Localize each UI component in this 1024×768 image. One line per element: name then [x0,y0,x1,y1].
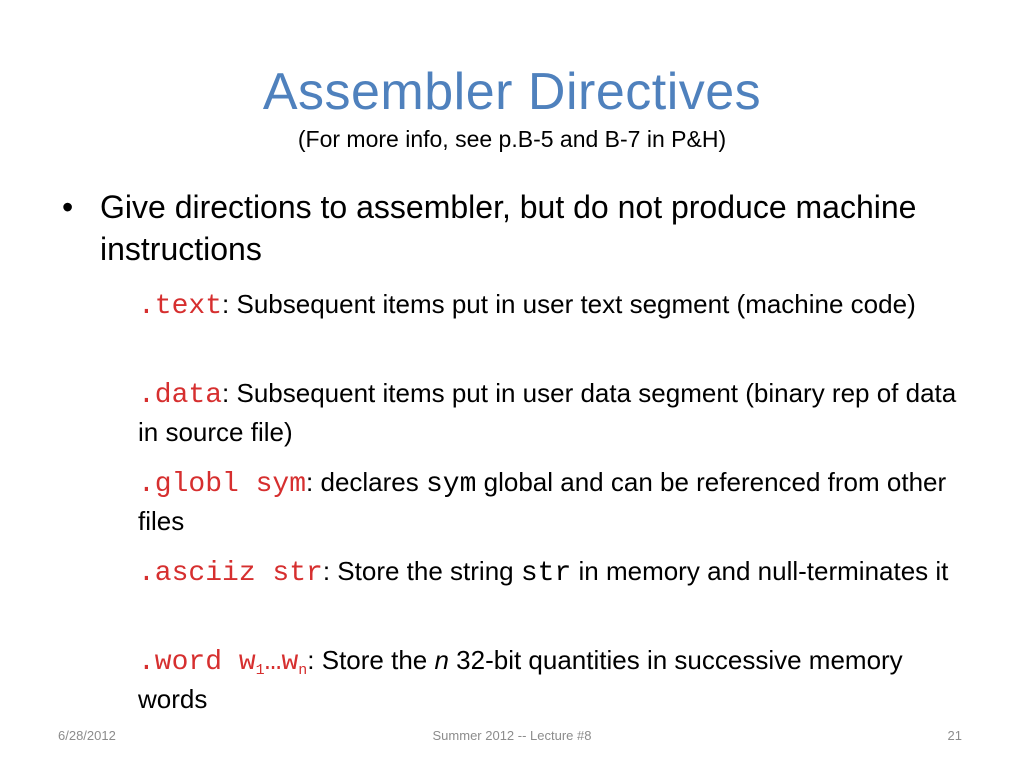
directive-description-before: declares [313,467,426,497]
directive-description: Subsequent items put in user text segment (machine code) [229,289,916,319]
code-ellipsis: …w [264,647,299,678]
main-bullet-text: Give directions to assembler, but do not produce machine instructions [100,189,917,267]
footer-date: 6/28/2012 [58,728,116,743]
subscript-n: n [298,662,308,679]
directive-asciiz [138,553,958,592]
directive-text [138,286,958,325]
directive-word [138,642,958,717]
slide-subtitle: (For more info, see p.B-5 and B-7 in P&H) [297,126,727,152]
directive-code: .globl sym [138,469,307,500]
directive-description-after: global and can be referenced from other files [138,467,947,536]
directive-code: .text [138,291,223,322]
directive-colon: : [222,289,230,319]
directive-colon: : [322,556,331,586]
main-bullet [62,186,962,270]
directive-code: .data [138,380,223,411]
subscript-1: 1 [255,662,265,679]
directive-description-before: Store the [314,645,435,675]
directive-colon: : [307,645,315,675]
directive-description-before: Store the string [330,556,521,586]
directive-colon: : [306,467,314,497]
inline-code: str [520,558,572,589]
directive-globl [138,464,958,539]
directive-code [138,647,307,678]
slide-title: Assembler Directives [262,63,762,121]
directive-description-after: in memory and null-terminates it [571,556,949,586]
footer-center: Summer 2012 -- Lecture #8 [432,728,592,743]
directive-colon: : [222,378,230,408]
italic-n: n [434,645,449,675]
inline-code: sym [426,469,477,500]
directive-data [138,375,958,450]
directive-description-after: 32-bit quantities in successive memory words [138,645,903,714]
directive-description: Subsequent items put in user data segment (binary rep of data in source file) [138,378,957,447]
directive-code: .asciiz str [138,558,323,589]
footer-page-number: 21 [947,728,962,743]
bullet-dot-icon: • [62,189,74,225]
code-prefix: .word w [138,647,256,678]
